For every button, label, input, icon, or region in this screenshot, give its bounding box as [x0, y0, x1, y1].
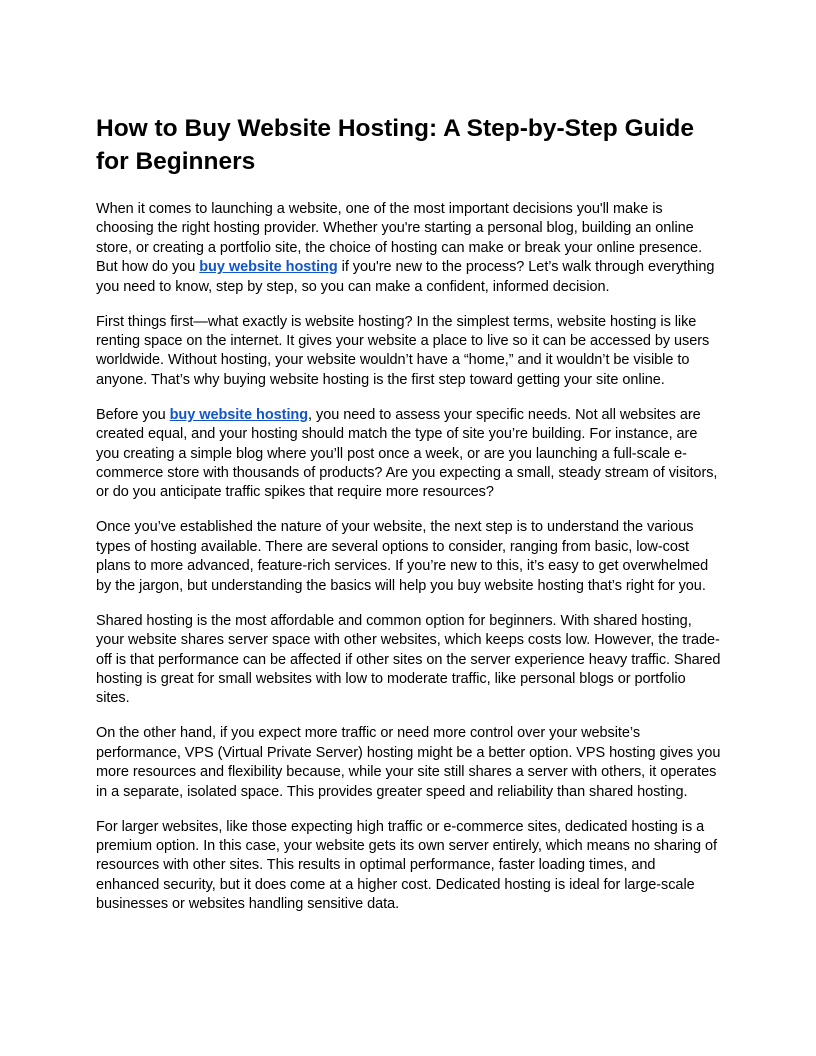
- paragraph-assess-needs: [96, 406, 722, 503]
- document-title: How to Buy Website Hosting: A Step-by-Step Guide for Beginners: [96, 115, 694, 175]
- paragraph-intro: [96, 200, 722, 297]
- paragraph-vps-hosting: On the other hand, if you expect more traffic or need more control over your website’s performance, VPS (Virtual Private Server) hosting might be a better option. VPS hosting gives you more resources and flexibility because, while your site still shares a server with others, it operates in a separate, isolated space. This provides greater speed and reliability than shared hosting.: [96, 725, 721, 800]
- paragraph-dedicated-hosting: For larger websites, like those expecting high traffic or e-commerce sites, dedicated hosting is a premium option. In this case, your website gets its own server entirely, which means no sharing of resources with other sites. This results in optimal performance, faster loading times, and enhanced security, but it does come at a higher cost. Dedicated hosting is ideal for large-scale businesses or websites handling sensitive data.: [96, 818, 718, 913]
- paragraph-what-is-hosting: First things first—what exactly is website hosting? In the simplest terms, website hosting is like renting space on the internet. It gives your website a place to live so it can be accessed by users worldwide. Without hosting, your website wouldn’t have a “home,” and it wouldn’t be visible to anyone. That’s why buying website hosting is the first step toward getting your site online.: [96, 313, 710, 388]
- paragraph-hosting-types: Once you’ve established the nature of your website, the next step is to understand the various types of hosting available. There are several options to consider, ranging from basic, low-cost plans to more advanced, feature-rich services. If you’re new to this, it’s easy to get overwhelmed by the jargon, but understanding the basics will help you buy website hosting that’s right for you.: [96, 519, 709, 594]
- paragraph-text: Before you: [96, 406, 170, 423]
- paragraph-text: , you need to assess your specific needs. Not all websites are created equal, and your hosting should match the type of site you’re building. For instance, are you creating a simple blog where you’ll post once a week, or are you launching a full-scale e-commerce store with thousands of products? Are you expecting a small, steady stream of visitors, or do you anticipate traffic spikes that require more resources?: [96, 406, 718, 501]
- paragraph-text: if you're new to the process? Let’s walk through everything you need to know, step by step, so you can make a confident, informed decision.: [96, 259, 715, 295]
- paragraph-shared-hosting: Shared hosting is the most affordable and common option for beginners. With shared hosting, your website shares server space with other websites, which keeps costs low. However, the trade-off is that performance can be affected if other sites on the server experience heavy traffic. Shared hosting is great for small websites with low to moderate traffic, like personal blogs or portfolio sites.: [96, 612, 721, 707]
- buy-website-hosting-link[interactable]: buy website hosting: [169, 406, 309, 423]
- document-page: [96, 112, 722, 930]
- paragraph-text: When it comes to launching a website, one of the most important decisions you'll make is choosing the right hosting provider. Whether you're starting a personal blog, building an online store, or creating a portfolio site, the choice of hosting can make or break your online presence. But how do you: [96, 201, 703, 276]
- buy-website-hosting-link[interactable]: buy website hosting: [199, 259, 338, 276]
